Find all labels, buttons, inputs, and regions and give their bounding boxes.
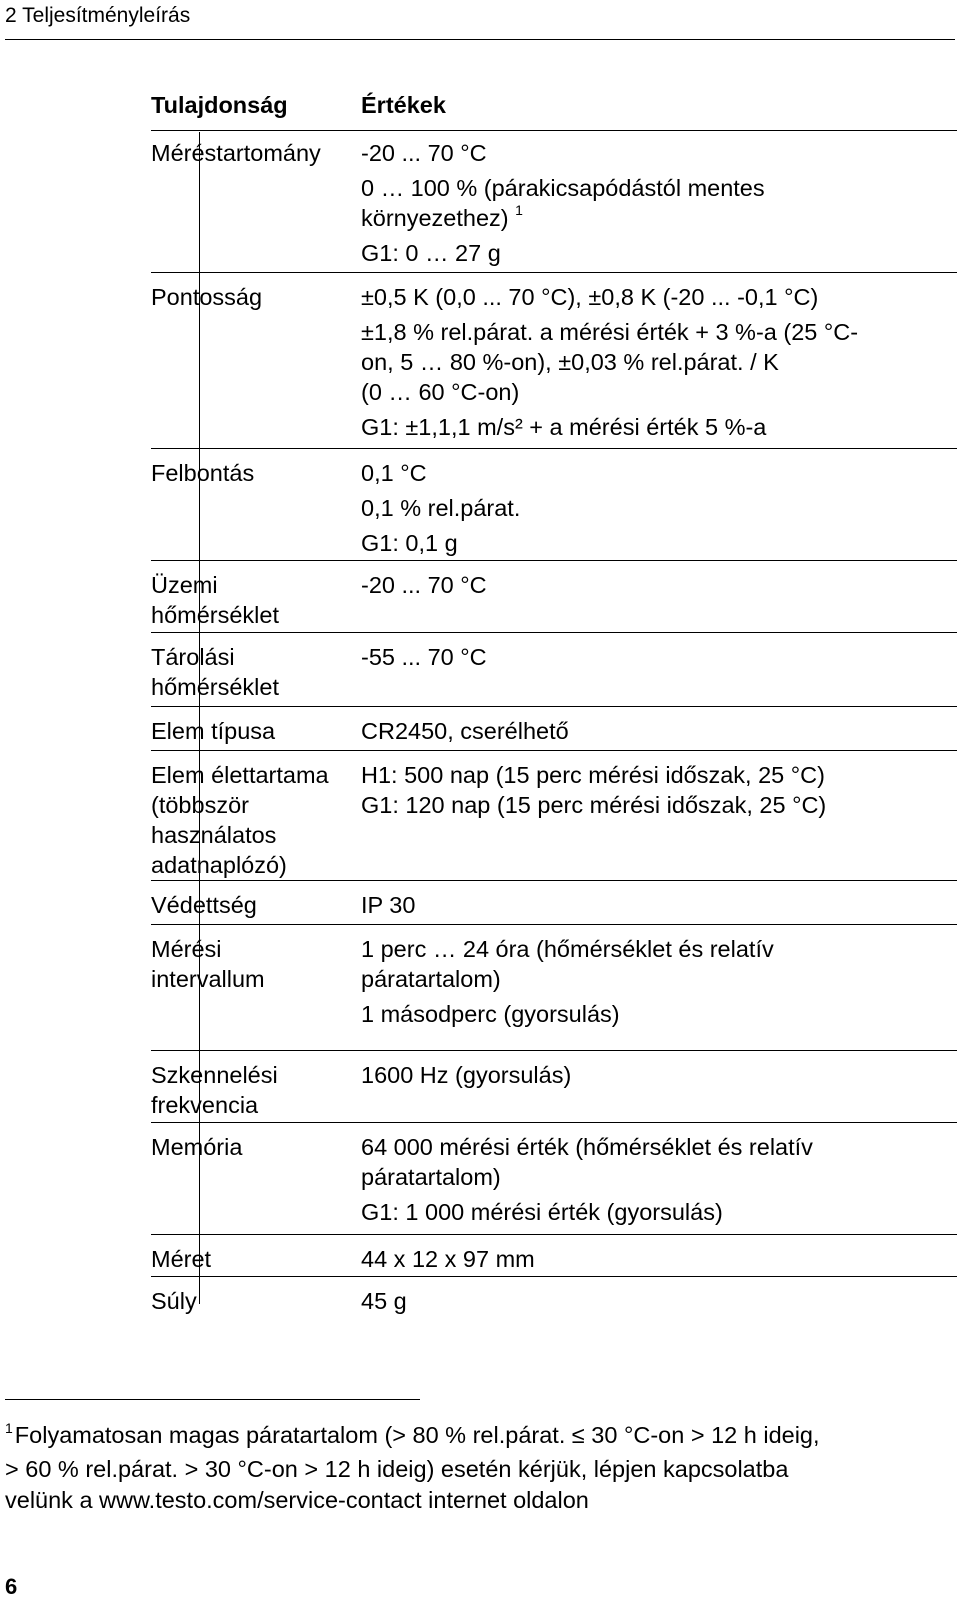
spec-value-text: ±1,8 % rel.párat. a mérési érték + 3 %-a (25 °C- <box>361 319 859 345</box>
spec-value-line <box>361 570 957 600</box>
spec-value-line <box>361 347 957 377</box>
footnote-reference: 1 <box>515 202 523 219</box>
row-divider <box>151 750 957 751</box>
spec-value <box>361 1132 957 1227</box>
spec-value-text: 0 … 100 % (párakicsapódástól mentes <box>361 175 765 201</box>
spec-value-line <box>361 317 957 347</box>
spec-value-text: 1 másodperc (gyorsulás) <box>361 1001 620 1027</box>
spec-value-text: G1: 0 … 27 g <box>361 240 501 266</box>
spec-value-line <box>361 790 957 820</box>
row-divider <box>151 272 957 273</box>
spec-property <box>151 458 351 488</box>
spec-property-line: Üzemi <box>151 572 218 598</box>
spec-value-line <box>361 760 957 790</box>
spec-property-line: Mérési <box>151 936 222 962</box>
row-divider <box>151 1276 957 1277</box>
spec-property <box>151 282 351 312</box>
spec-value-line <box>361 1162 957 1192</box>
spec-property-line: Elem élettartama <box>151 762 329 788</box>
footnote-rule <box>5 1399 420 1400</box>
spec-value-text: IP 30 <box>361 892 416 918</box>
spec-value <box>361 138 957 268</box>
spec-value-text: -20 ... 70 °C <box>361 140 487 166</box>
spec-value-text: G1: ±1,1,1 m/s² + a mérési érték 5 %-a <box>361 414 767 440</box>
spec-value-text: 44 x 12 x 97 mm <box>361 1246 535 1272</box>
spec-value-line <box>361 173 957 203</box>
column-divider <box>199 132 200 1304</box>
spec-value-text: G1: 0,1 g <box>361 530 458 556</box>
spec-value-text: páratartalom) <box>361 966 501 992</box>
spec-property-line: intervallum <box>151 966 265 992</box>
spec-property-line: Tárolási <box>151 644 235 670</box>
spec-value-text: 0,1 °C <box>361 460 427 486</box>
spec-property-line: Méret <box>151 1246 212 1272</box>
spec-property-line: Szkennelési <box>151 1062 278 1088</box>
spec-value-text: ±0,5 K (0,0 ... 70 °C), ±0,8 K (-20 ... -0,1 °C) <box>361 284 819 310</box>
spec-value-text: CR2450, cserélhető <box>361 718 569 744</box>
column-header-property: Tulajdonság <box>151 92 288 118</box>
spec-property-line: (többször <box>151 792 249 818</box>
spec-value-text: -55 ... 70 °C <box>361 644 487 670</box>
spec-property-line: hőmérséklet <box>151 674 279 700</box>
spec-property <box>151 890 351 920</box>
row-divider <box>151 448 957 449</box>
spec-property <box>151 716 351 746</box>
spec-value-line <box>361 964 957 994</box>
row-divider <box>151 706 957 707</box>
spec-property <box>151 1132 351 1162</box>
column-header-value: Értékek <box>361 92 446 118</box>
spec-value-line <box>361 138 957 168</box>
spec-value-text: 1600 Hz (gyorsulás) <box>361 1062 572 1088</box>
row-divider <box>151 632 957 633</box>
spec-value-line <box>361 716 957 746</box>
spec-value <box>361 1060 957 1090</box>
spec-property-line: Memória <box>151 1134 243 1160</box>
spec-value <box>361 716 957 746</box>
spec-value-text: 45 g <box>361 1288 407 1314</box>
spec-value-line <box>361 1286 957 1316</box>
page-header: 2 Teljesítményleírás <box>5 4 191 27</box>
header-rule <box>5 39 955 40</box>
spec-value-text: G1: 1 000 mérési érték (gyorsulás) <box>361 1199 723 1225</box>
spec-property <box>151 138 351 168</box>
spec-property <box>151 642 351 702</box>
page-number: 6 <box>5 1574 18 1599</box>
spec-value-text: (0 … 60 °C-on) <box>361 379 520 405</box>
spec-value-text: -20 ... 70 °C <box>361 572 487 598</box>
spec-property <box>151 760 351 880</box>
spec-value-text: 0,1 % rel.párat. <box>361 495 521 521</box>
row-divider <box>151 1122 957 1123</box>
spec-value-text: H1: 500 nap (15 perc mérési időszak, 25 °C) <box>361 762 825 788</box>
spec-value-line <box>361 203 957 233</box>
row-divider <box>151 880 957 881</box>
spec-value-line <box>361 999 957 1029</box>
spec-property <box>151 1060 351 1120</box>
spec-property <box>151 934 351 994</box>
spec-value-text: G1: 120 nap (15 perc mérési időszak, 25 °C) <box>361 792 827 818</box>
spec-value-line <box>361 1197 957 1227</box>
spec-value-line <box>361 377 957 407</box>
spec-value-text: páratartalom) <box>361 1164 501 1190</box>
spec-value-line <box>361 458 957 488</box>
spec-property-line: Súly <box>151 1288 197 1314</box>
spec-value <box>361 760 957 820</box>
spec-value <box>361 1286 957 1316</box>
spec-value <box>361 1244 957 1274</box>
spec-value-line <box>361 493 957 523</box>
spec-value-line <box>361 1132 957 1162</box>
footnote-line-2: > 60 % rel.párat. > 30 °C-on > 12 h ideig) esetén kérjük, lépjen kapcsolatba <box>5 1456 789 1482</box>
spec-value-line <box>361 642 957 672</box>
spec-value <box>361 570 957 600</box>
spec-value-text: 1 perc … 24 óra (hőmérséklet és relatív <box>361 936 774 962</box>
spec-value-line <box>361 528 957 558</box>
spec-value-line <box>361 934 957 964</box>
footnote-text-1: Folyamatosan magas páratartalom (> 80 % rel.párat. ≤ 30 °C-on > 12 h ideig, <box>14 1422 820 1448</box>
spec-property <box>151 1244 351 1274</box>
spec-property-line: Védettség <box>151 892 257 918</box>
spec-property-line: Pontosság <box>151 284 263 310</box>
footnote <box>5 1420 955 1516</box>
spec-property <box>151 1286 351 1316</box>
spec-property-line: adatnaplózó) <box>151 852 287 878</box>
row-divider <box>151 1050 957 1051</box>
footnote-mark: 1 <box>5 1420 13 1436</box>
spec-value <box>361 890 957 920</box>
spec-value-text: on, 5 … 80 %-on), ±0,03 % rel.párat. / K <box>361 349 779 375</box>
spec-value <box>361 642 957 672</box>
spec-property <box>151 570 351 630</box>
spec-value <box>361 458 957 558</box>
spec-value-line <box>361 890 957 920</box>
row-divider <box>151 1234 957 1235</box>
row-divider <box>151 130 957 131</box>
spec-value-line <box>361 1244 957 1274</box>
spec-property-line: használatos <box>151 822 277 848</box>
spec-value-line <box>361 1060 957 1090</box>
spec-property-line: Elem típusa <box>151 718 276 744</box>
spec-property-line: Méréstartomány <box>151 140 321 166</box>
footnote-line-3: velünk a www.testo.com/service-contact internet oldalon <box>5 1487 589 1513</box>
spec-property-line: hőmérséklet <box>151 602 279 628</box>
footnote-line-1 <box>5 1420 955 1454</box>
spec-value <box>361 282 957 442</box>
row-divider <box>151 560 957 561</box>
row-divider <box>151 924 957 925</box>
spec-value <box>361 934 957 1029</box>
spec-value-text: környezethez) <box>361 205 509 231</box>
spec-property-line: frekvencia <box>151 1092 259 1118</box>
spec-value-line <box>361 282 957 312</box>
spec-value-line <box>361 412 957 442</box>
spec-value-text: 64 000 mérési érték (hőmérséklet és relatív <box>361 1134 813 1160</box>
spec-value-line <box>361 238 957 268</box>
spec-property-line: Felbontás <box>151 460 255 486</box>
